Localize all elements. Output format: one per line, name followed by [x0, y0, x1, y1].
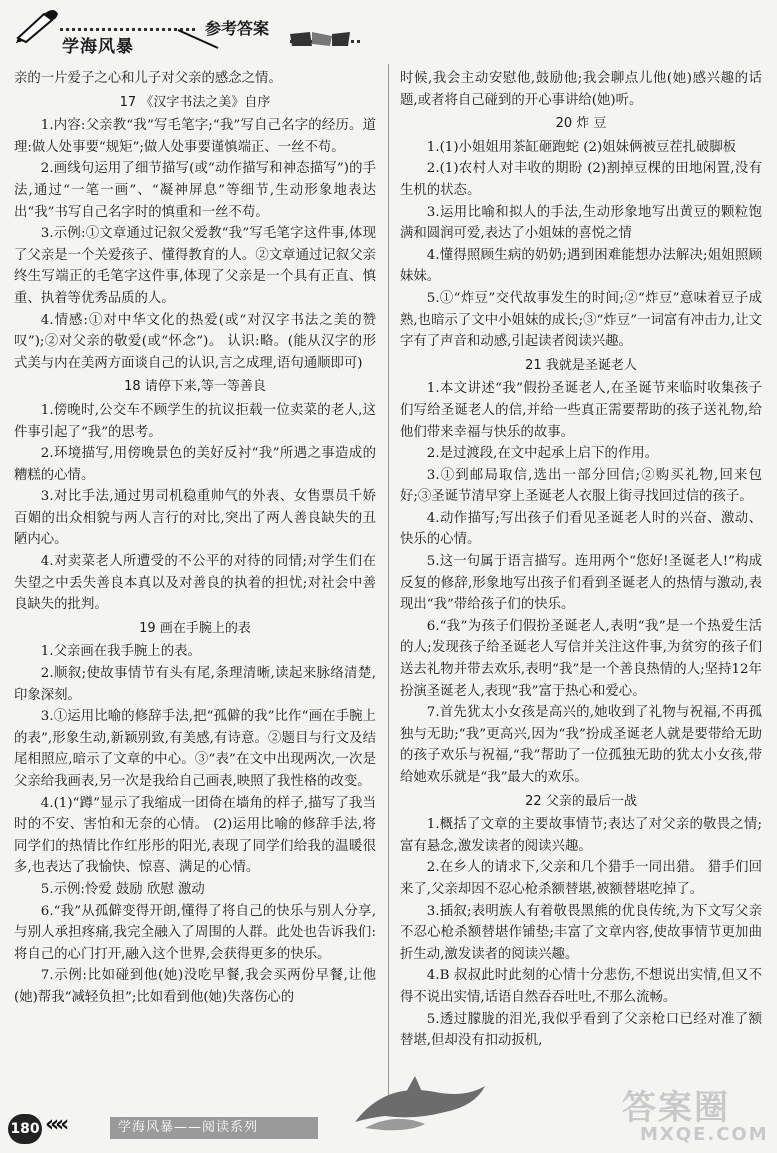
answer-paragraph: 时候,我会主动安慰他,鼓励他;我会聊点儿他(她)感兴趣的话题,或者将自己碰到的开心事讲给(她)听。: [400, 71, 762, 108]
section-heading: 17 《汉字书法之美》自序: [119, 94, 271, 110]
answer-paragraph: 2.顺叙;使故事情节有头有尾,条理清晰,读起来脉络清楚,印象深刻。: [14, 666, 376, 703]
answer-paragraph: 7.首先犹太小女孩是高兴的,她收到了礼物与祝福,不再孤独与无助;“我”更高兴,因为“我”扮成圣诞老人就是要带给无助的孩子欢乐与祝福,“我”帮助了一位孤独无助的犹太小女孩,带给她欢乐就是“我”最大的欢乐。: [400, 705, 762, 785]
answer-paragraph: 1.傍晚时,公交车不顾学生的抗议拒载一位卖菜的老人,这件事引起了“我”的思考。: [14, 402, 376, 440]
section-heading: 18 请停下来,等一等善良: [124, 379, 266, 395]
answer-paragraph: 5.示例:怜爱 鼓励 欣慰 激动: [40, 881, 205, 897]
left-column: [14, 68, 376, 1009]
answer-paragraph: 1.内容:父亲教“我”写毛笔字;“我”写自己名字的经历。道理:做人处事要“规矩”;做人处事要谨慎端正、一丝不苟。: [14, 118, 376, 155]
answer-paragraph: 2.是过渡段,在文中起承上启下的作用。: [426, 446, 659, 462]
answer-paragraph: 1.(1)小姐姐用茶缸砸跑蛇 (2)姐妹俩被豆茬扎破脚板: [426, 139, 737, 155]
answer-paragraph: 3.①到邮局取信,选出一部分回信;②购买礼物,回来包好;③圣诞节清早穿上圣诞老人衣服上街寻找回过信的孩子。: [400, 467, 762, 505]
chevrons-icon: ‹‹‹‹: [45, 1112, 66, 1137]
answer-paragraph: 1.父亲画在我手腕上的表。: [40, 644, 201, 660]
answer-paragraph: 3.运用比喻和拟人的手法,生动形象地写出黄豆的颗粒饱满和圆润可爱,表达了小姐妹的喜悦之情: [400, 204, 762, 242]
section-heading: 19 画在手腕上的表: [139, 620, 251, 636]
answer-paragraph: 2.环境描写,用傍晚景色的美好反衬“我”所遇之事造成的糟糕的心情。: [14, 446, 376, 483]
section-heading: 22 父亲的最后一战: [525, 793, 637, 809]
answer-paragraph: 3.对比手法,通过男司机稳重帅气的外表、女售票员千娇百媚的出众相貌与两人言行的对比,突出了两人善良缺失的丑陋内心。: [14, 489, 376, 548]
answer-paragraph: 1.概括了文章的主要故事情节;表达了对父亲的敬畏之情;富有悬念,激发读者的阅读兴趣。: [400, 817, 762, 854]
answer-paragraph: 1.本文讲述“我”假扮圣诞老人,在圣诞节来临时收集孩子们写给圣诞老人的信,并给一些真正需要帮助的孩子送礼物,给他们带来幸福与快乐的故事。: [400, 381, 762, 440]
watermark-url: MXQE.COM: [640, 1124, 769, 1145]
answer-title: 参考答案: [205, 19, 270, 38]
answer-paragraph: 3.示例:①文章通过记叙父爱教“我”写毛笔字这件事,体现了父亲是一个关爱孩子、懂得教育的人。②文章通过记叙父亲终生写端正的毛笔字这件事,体现了父亲是一个具有正直、慎重、执着等优秀品质的人。: [14, 226, 376, 306]
answer-paragraph: 4.动作描写;写出孩子们看见圣诞老人时的兴奋、激动、快乐的心情。: [400, 510, 762, 548]
answer-paragraph: 3.插叙;表明族人有着敬畏黑熊的优良传统,为下文写父亲不忍心枪杀额替堪作铺垫;丰富了文章内容,使故事情节更加曲折生动,激发读者的阅读兴趣。: [400, 903, 762, 962]
answer-paragraph: 4.对卖菜老人所遭受的不公平的对待的同情;对学生们在失望之中丢失善良本真以及对善良的执着的担忧;对社会中善良缺失的批判。: [14, 554, 376, 613]
answer-paragraph: 2.在乡人的请求下,父亲和几个猎手一同出猎。 猎手们回来了,父亲却因不忍心枪杀额替堪,被额替堪吃掉了。: [400, 860, 762, 897]
pen-icon: [14, 8, 60, 44]
answer-paragraph: 5.透过朦胧的泪光,我似乎看到了父亲枪口已经对准了额替堪,但却没有扣动扳机,: [400, 1011, 762, 1049]
answer-paragraph: 2.(1)农村人对丰收的期盼 (2)割掉豆棵的田地闲置,没有生机的状态。: [400, 161, 762, 198]
answer-paragraph: 亲的一片爱子之心和儿子对父亲的感念之情。: [14, 71, 282, 86]
answer-paragraph: 4.懂得照顾生病的奶奶;遇到困难能想办法解决;姐姐照顾妹妹。: [400, 247, 762, 285]
answer-paragraph: 4.情感:①对中华文化的热爱(或“对汉字书法之美的赞叹”);②对父亲的敬爱(或“怀念”)。 认识:略。(能从汉字的形式美与内在美两方面谈自己的认识,言之成理,语句通顺即可): [14, 312, 376, 371]
page-number: 180: [8, 1114, 42, 1144]
section-heading: 20 炸 豆: [555, 116, 607, 132]
answer-paragraph: 6.“我”从孤僻变得开朗,懂得了将自己的快乐与别人分享,与别人承担疼痛,我完全融入了周围的人群。此处也告诉我们:将自己的心门打开,融入这个世界,会获得更多的快乐。: [14, 903, 376, 962]
answer-paragraph: 6.“我”为孩子们假扮圣诞老人,表明“我”是一个热爱生活的人;发现孩子给圣诞老人写信并关注这件事,为贫穷的孩子们送去礼物并带去欢乐,表明“我”是一个善良热情的人;坚持12年扮演圣诞老人,表现“我”富于热心和爱心。: [400, 618, 762, 699]
series-label: 学海风暴——阅读系列: [110, 1117, 318, 1139]
header-dotted-line: [60, 28, 195, 31]
answer-paragraph: 5.这一句属于语言描写。连用两个“您好!圣诞老人!”构成反复的修辞,形象地写出孩子们看到圣诞老人的热情与激动,表现出“我”带给孩子们的快乐。: [400, 554, 762, 613]
answer-paragraph: 3.①运用比喻的修辞手法,把“孤僻的我”比作“画在手腕上的表”,形象生动,新颖别致,有美感,有诗意。②题目与行文及结尾相照应,暗示了文章的中心。③“表”在文中出现两次,一次是父亲给我画表,另一次是我给自己画表,映照了我性格的改变。: [14, 709, 376, 789]
answer-paragraph: 5.①“炸豆”交代故事发生的时间;②“炸豆”意味着豆子成熟,也暗示了文中小姐妹的成长;③“炸豆”一词富有冲击力,让文字有了声音和动感,引起读者阅读兴趣。: [400, 290, 762, 350]
brand-title: 学海风暴: [62, 37, 134, 57]
dolphin-icon: [345, 1072, 495, 1142]
answer-paragraph: 7.示例:比如碰到他(她)没吃早餐,我会买两份早餐,让他(她)帮我“减轻负担”;比如看到他(她)失落伤心的: [14, 968, 376, 1005]
answer-paragraph: 2.画线句运用了细节描写(或“动作描写和神态描写”)的手法,通过“一笔一画”、“凝神屏息”等细节,生动形象地表达出“我”书写自己名字时的慎重和一丝不苟。: [14, 161, 376, 220]
watermark-text: 答案圈: [622, 1088, 730, 1128]
section-heading: 21 我就是圣诞老人: [525, 357, 637, 373]
answer-paragraph: 4.B 叔叔此时此刻的心情十分悲伤,不想说出实情,但又不得不说出实情,话语自然吞吞吐吐,不那么流畅。: [400, 968, 762, 1005]
page-header: [0, 0, 777, 68]
ribbon-decoration: [290, 30, 352, 48]
column-divider: [388, 64, 389, 1109]
answer-paragraph: 4.(1)“蹲”显示了我缩成一团倚在墙角的样子,描写了我当时的不安、害怕和无奈的心情。 (2)运用比喻的修辞手法,将同学们的热情比作红彤彤的阳光,表现了同学们给我的温暖很多,也表达了我愉快、惊喜、满足的心情。: [14, 795, 376, 876]
right-column: [400, 68, 762, 1052]
